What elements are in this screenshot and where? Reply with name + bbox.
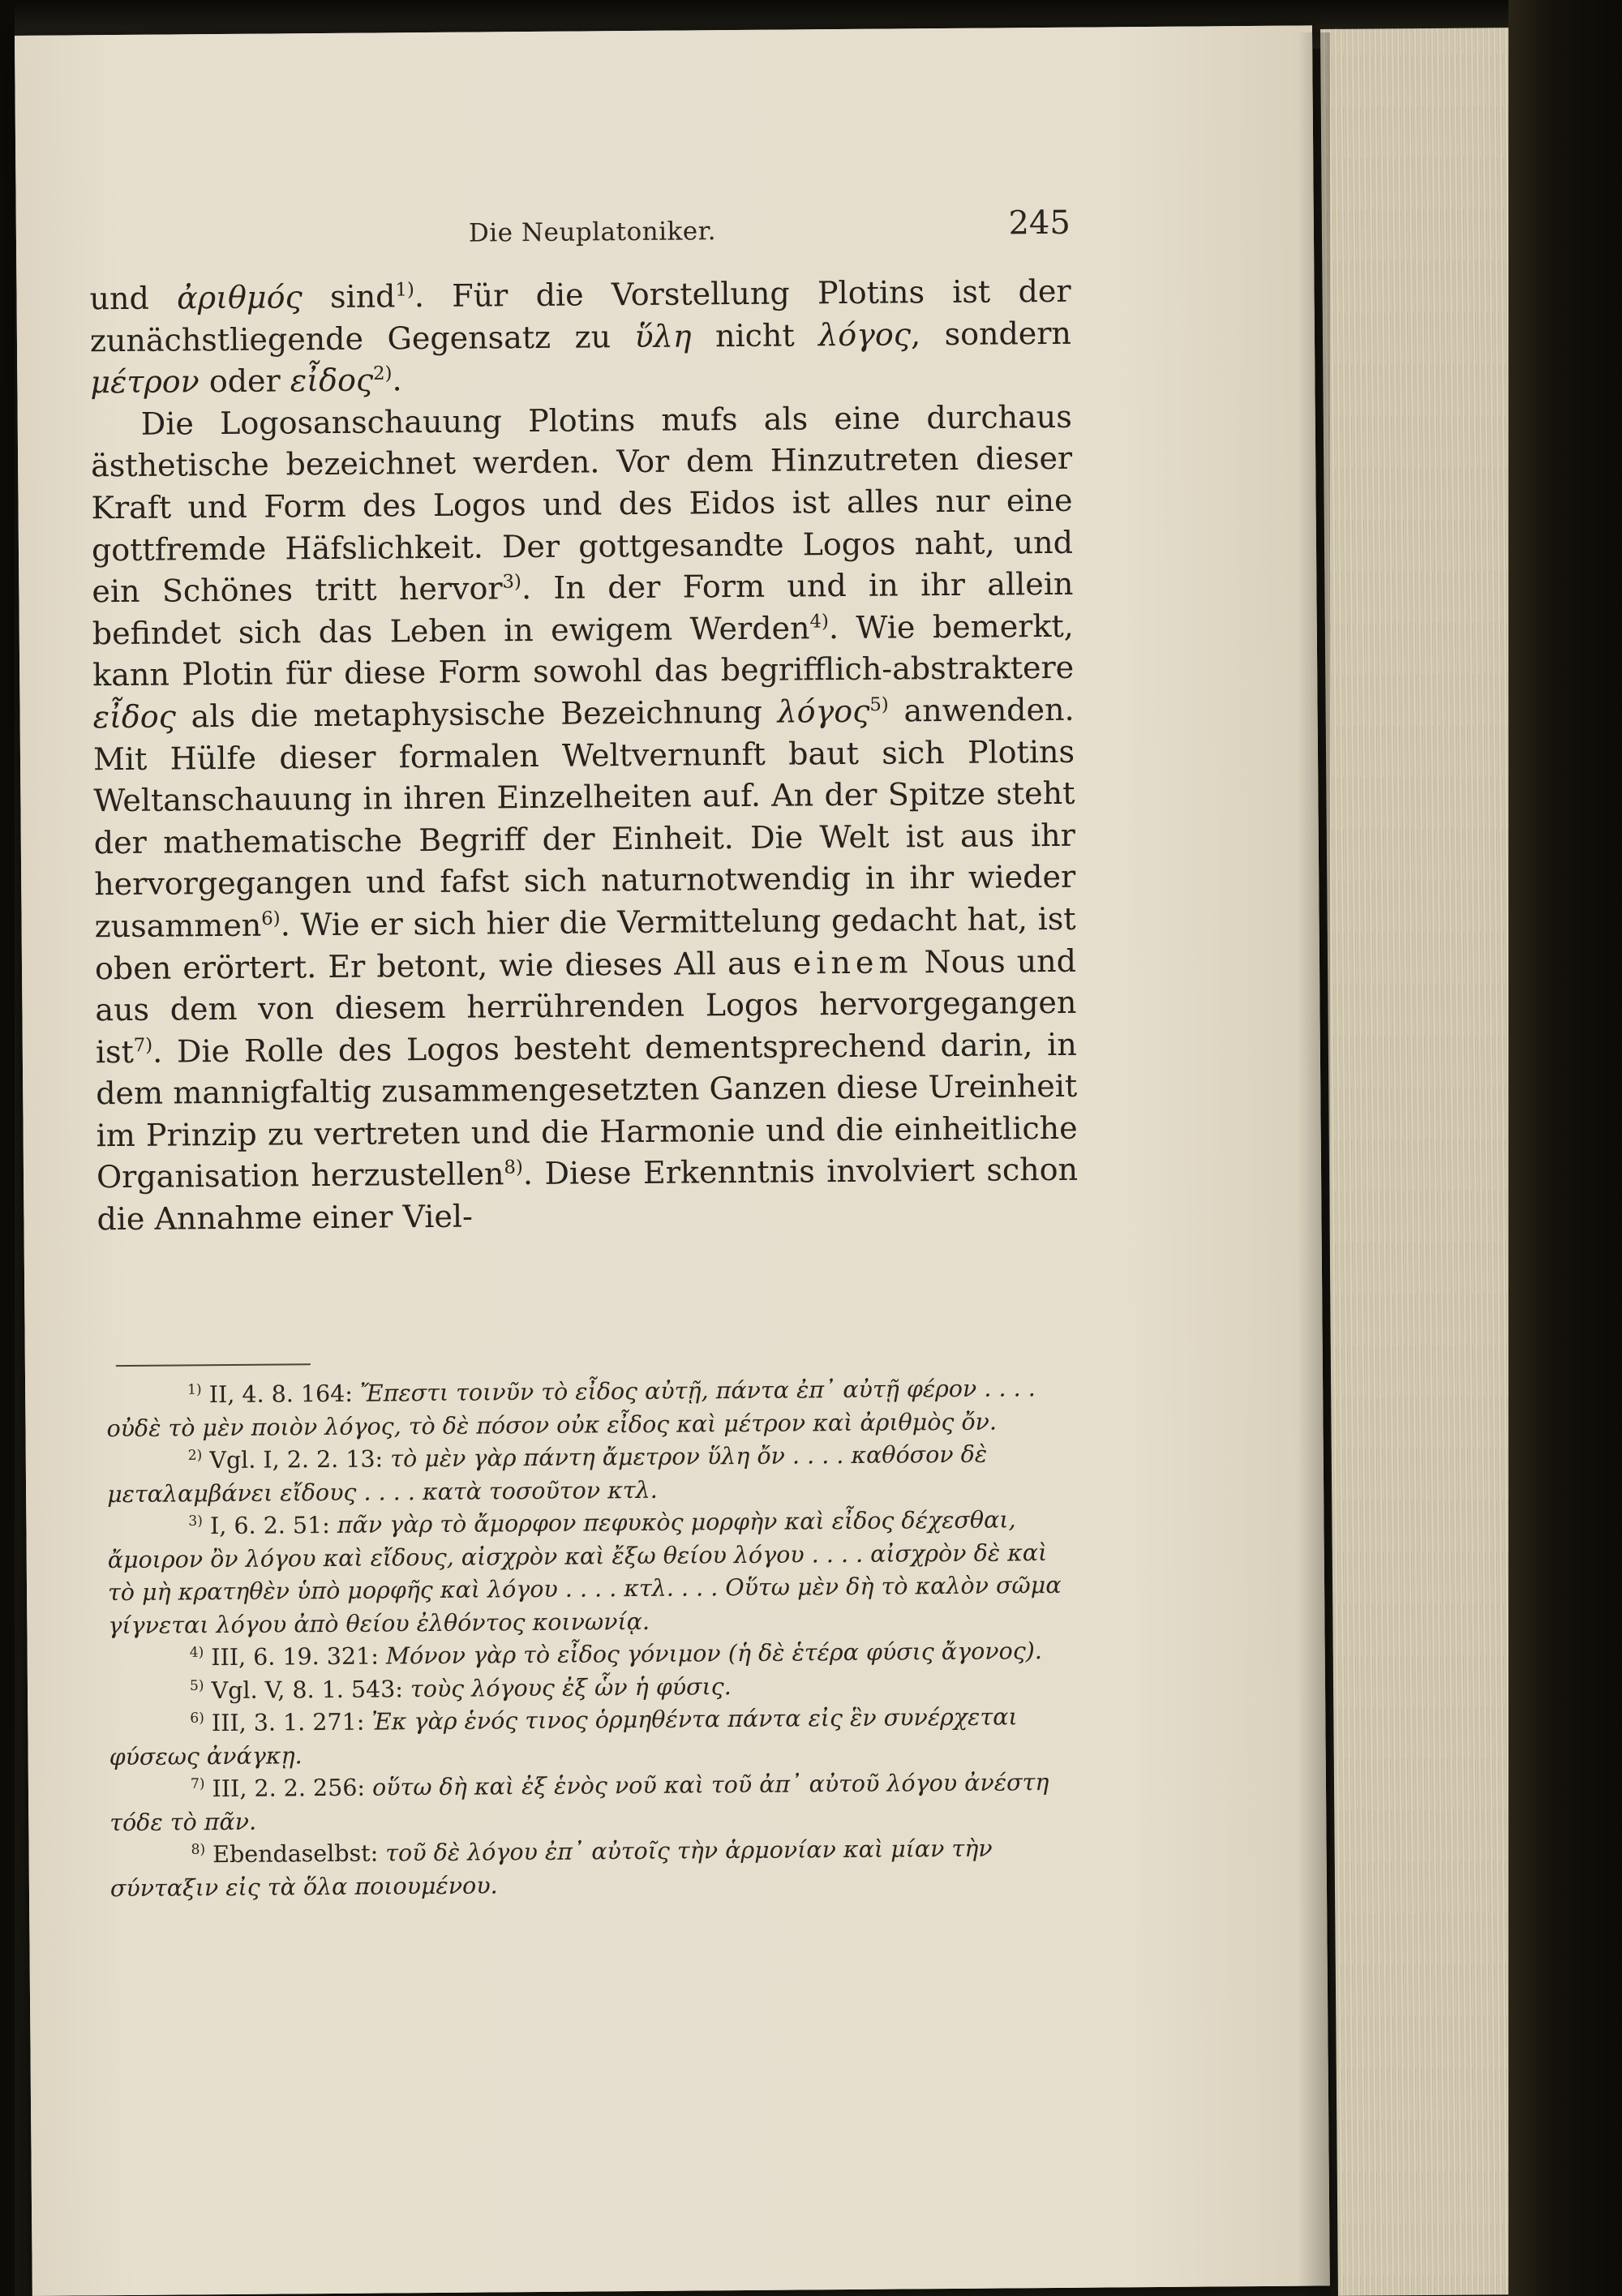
text-run: oder (199, 363, 290, 400)
greek-word: λόγος (818, 315, 912, 353)
footnote-reference: Vgl. V, 8. 1. 543: (204, 1675, 411, 1704)
footnote-ref: 7) (133, 1034, 153, 1056)
footnote-mark: 2) (187, 1447, 203, 1464)
footnote-mark: 4) (189, 1644, 204, 1661)
footnote-greek: τοὺς λόγους ἐξ ὧν ἡ φύσις. (410, 1672, 732, 1702)
book-cover (1508, 0, 1622, 2296)
footnote-greek: Μόνον γὰρ τὸ εἶδος γόνιμον (ἡ δὲ ἑτέρα φύσις ἄγονος). (385, 1637, 1043, 1670)
footnote-greek: Ἐκ γὰρ ἑνός τινος ὁρμηθέντα πάντα εἰς ἓν συνέρχεται φύσεως ἀνάγκῃ. (109, 1703, 1018, 1770)
footnote-reference: Vgl. I, 2. 2. 13: (202, 1445, 391, 1474)
text-run: . Die Rolle des Logos besteht dementsprechend darin, in dem mannigfaltig zusammengesetzten Ganzen diese Ureinheit im Prinzip zu vertreten und die Harmonie und die einheitliche Organisation herzustellen (96, 1026, 1078, 1195)
text-run: . Wie er sich hier die Vermittelung gedacht hat, ist oben erörtert. Er betont, wie dieses All aus (94, 900, 1076, 986)
text-run: . (392, 362, 402, 398)
paragraph-1 (89, 271, 1071, 404)
footnote-greek: τὸ μὲν γὰρ πάντη ἄμετρον ὕλη ὄν . . . . καθόσον δὲ μεταλαμβάνει εἴδους . . . . κατὰ τοσοῦτον κτλ. (106, 1440, 988, 1508)
greek-word: μέτρον (90, 363, 200, 401)
footnotes (106, 1372, 1083, 1905)
text-run: . Für die Vorstellung Plotins ist der zunächstliegende Gegensatz zu (89, 273, 1071, 358)
footnote-ref: 6) (261, 908, 281, 929)
left-margin-shadow (0, 0, 15, 2296)
text-run: . In der Form und in ihr allein befindet sich das Leben in ewigem Werden (92, 565, 1074, 652)
footnote-greek: τοῦ δὲ λόγου ἐπ᾽ αὐτοῖς τὴν ἁρμονίαν καὶ μίαν τὴν σύνταξιν εἰς τὰ ὅλα ποιουμένου. (109, 1835, 993, 1902)
gutter-shadow (1298, 32, 1330, 2296)
footnote-reference: Ebendaselbst: (205, 1839, 386, 1869)
book-page (15, 25, 1330, 2295)
footnote-ref: 3) (502, 571, 522, 593)
text-run: . Wie bemerkt, kann Plotin für diese Form sowohl das begrifflich-abstraktere (92, 607, 1075, 693)
footnote-reference: II, 4. 8. 164: (201, 1380, 361, 1409)
footnote-3 (107, 1504, 1081, 1642)
footnote-greek: Ἔπεστι τοινῦν τὸ εἶδος αὐτῇ, πάντα ἐπ᾽ αὐτῇ φέρον . . . . οὐδὲ τὸ μὲν ποιὸν λόγος, τὸ δὲ πόσον οὐκ εἶδος καὶ μέτρον καὶ ἀριθμὸς ὄν. (106, 1375, 1036, 1442)
page-header (89, 204, 1071, 261)
footnote-reference: I, 6. 2. 51: (202, 1511, 337, 1540)
footnote-separator (116, 1363, 311, 1367)
footnote-reference: III, 3. 1. 271: (204, 1708, 372, 1737)
greek-word: εἶδος (290, 362, 374, 399)
footnote-7 (109, 1766, 1083, 1839)
footnote-ref: 5) (869, 693, 889, 716)
footnote-6 (109, 1701, 1083, 1774)
text-run: sind (302, 278, 396, 315)
footnote-greek: πᾶν γὰρ τὸ ἄμορφον πεφυκὸς μορφὴν καὶ εἶδος δέχεσθαι, ἄμοιρον ὂν λόγου καὶ εἴδους, αἰσχρὸν καὶ ἔξω θείου λόγου . . . . αἰσχρὸν δὲ καὶ τὸ μὴ κρατηθὲν ὑπὸ μορφῆς καὶ λόγου . . . . κτλ. . . . Οὕτω μὲν δὴ τὸ καλὸν σῶμα γίγνεται λόγου ἀπὸ θείου ἐλθόντος κοινωνίᾳ. (107, 1506, 1062, 1639)
text-run: Nous und aus dem von diesem herrührenden Logos hervorgegangen ist (95, 942, 1077, 1070)
footnote-ref: 4) (809, 611, 829, 633)
footnote-greek: οὕτω δὴ καὶ ἐξ ἑνὸς νοῦ καὶ τοῦ ἀπ᾽ αὐτοῦ λόγου ἀνέστη τόδε τὸ πᾶν. (109, 1769, 1049, 1836)
text-run: . Diese Erkenntnis involviert schon die Annahme einer Viel- (97, 1152, 1079, 1238)
emphasized-word: einem (792, 943, 913, 981)
paragraph-2 (91, 397, 1079, 1241)
text-run: , sondern (910, 315, 1072, 352)
text-run: Die Logosanschauung Plotins mufs als eine durchaus ästhetische bezeichnet werden. Vor dem Hinzutreten dieser Kraft und Form des Logos und des Eidos ist alles nur eine gottfremde Häfslichkeit. Der gottgesandte Logos naht, und ein Schönes tritt hervor (90, 398, 1074, 610)
greek-word: λόγος (777, 693, 870, 730)
footnote-ref: 8) (504, 1157, 523, 1179)
page-block-edges (1320, 28, 1526, 2296)
greek-word: ὕλη (634, 318, 692, 354)
running-head: Die Neuplatoniker. (468, 217, 717, 248)
main-text (89, 271, 1078, 1241)
text-run: als die metaphysische Bezeichnung (175, 693, 778, 735)
footnote-reference: III, 2. 2. 256: (204, 1774, 373, 1803)
footnote-mark: 6) (190, 1710, 204, 1727)
footnote-1 (106, 1372, 1080, 1445)
text-run: anwenden. Mit Hülfe dieser formalen Weltvernunft baut sich Plotins Weltanschauung in ihren Einzelheiten auf. An der Spitze steht der mathematische Begriff der Einheit. Die Welt ist aus ihr hervorgegangen und fafst sich naturnotwendig in ihr wieder zusammen (92, 691, 1076, 945)
footnote-reference: III, 6. 19. 321: (204, 1642, 387, 1672)
greek-word: ἀριθμός (176, 279, 303, 316)
page-number: 245 (1008, 204, 1071, 242)
footnote-mark: 1) (187, 1381, 202, 1398)
footnote-ref: 1) (395, 279, 414, 301)
text-run: und (89, 280, 178, 317)
footnote-mark: 3) (188, 1513, 204, 1530)
footnote-8 (109, 1832, 1083, 1905)
text-run: nicht (691, 316, 819, 354)
footnote-2 (107, 1438, 1081, 1511)
footnote-mark: 7) (190, 1775, 205, 1792)
footnote-mark: 5) (189, 1677, 204, 1694)
footnote-mark: 8) (191, 1841, 206, 1858)
footnote-ref: 2) (372, 363, 393, 385)
greek-word: εἶδος (92, 698, 177, 736)
